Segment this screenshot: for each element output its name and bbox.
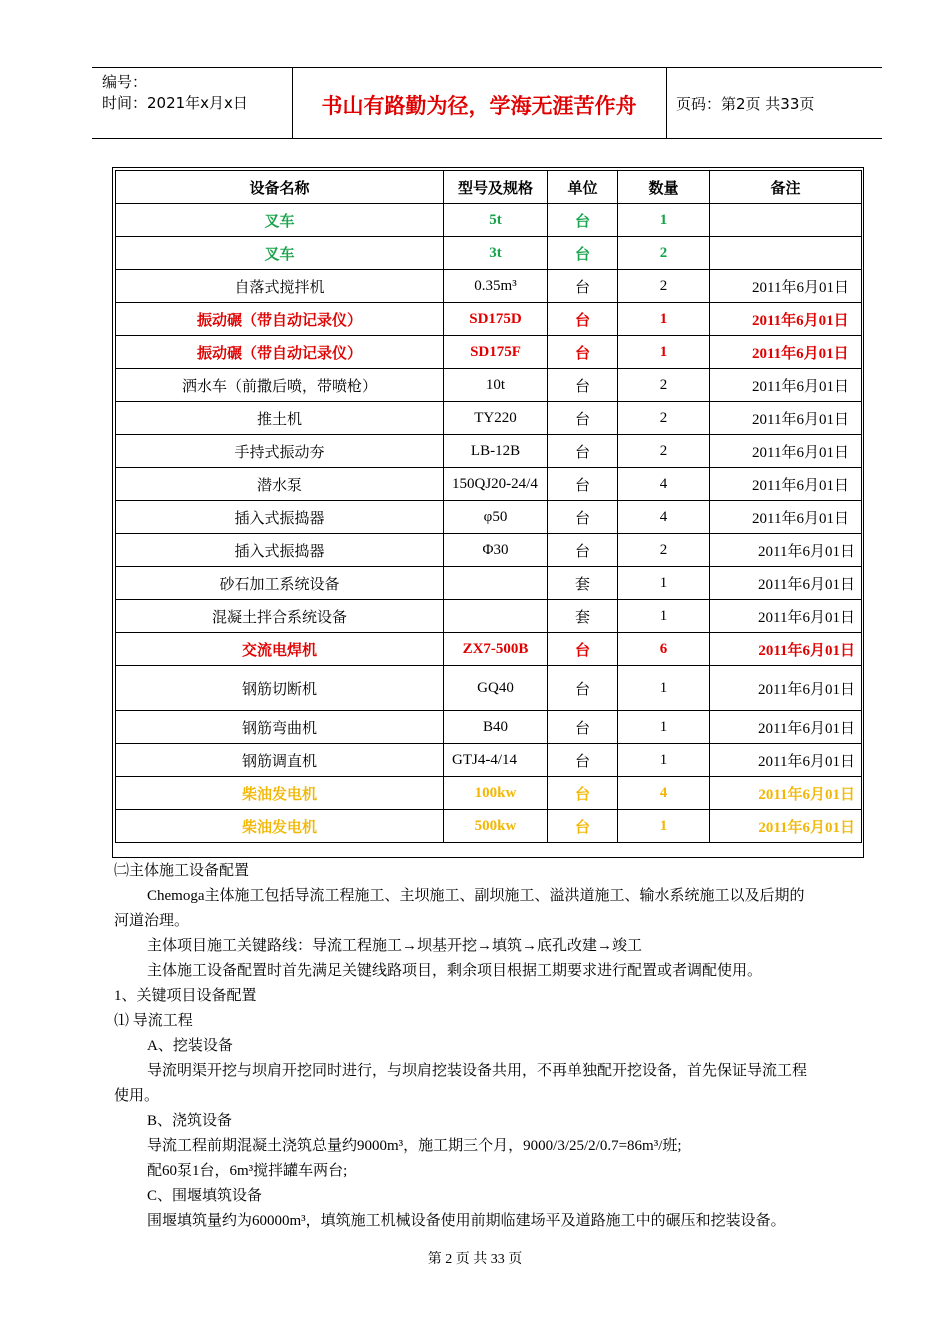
qty-cell: 2 <box>618 402 710 435</box>
header-cell: 数量 <box>618 171 710 204</box>
name-cell: 柴油发电机 <box>116 810 444 843</box>
note-cell: 2011年6月01日 <box>710 633 862 666</box>
table-row <box>116 810 862 843</box>
subsection-heading: C、围堰填筑设备 <box>147 1188 263 1204</box>
time-label: 时间：2021年x月x日 <box>102 94 248 112</box>
spec-cell: B40 <box>444 711 548 744</box>
header-meta <box>102 72 248 114</box>
name-cell: 插入式振捣器 <box>116 534 444 567</box>
header-cell: 设备名称 <box>116 171 444 204</box>
table-header-row <box>116 171 862 204</box>
table-row <box>116 402 862 435</box>
table-row <box>116 711 862 744</box>
unit-cell: 台 <box>548 501 618 534</box>
qty-cell: 1 <box>618 336 710 369</box>
unit-cell: 台 <box>548 744 618 777</box>
name-cell: 自落式搅拌机 <box>116 270 444 303</box>
name-cell: 砂石加工系统设备 <box>116 567 444 600</box>
name-cell: 柴油发电机 <box>116 777 444 810</box>
paragraph-text: 河道治理。 <box>114 913 190 929</box>
note-cell: 2011年6月01日 <box>710 402 862 435</box>
table-row <box>116 501 862 534</box>
name-cell: 振动碾（带自动记录仪） <box>116 336 444 369</box>
spec-cell <box>444 567 548 600</box>
table-row <box>116 270 862 303</box>
unit-cell: 台 <box>548 810 618 843</box>
name-cell: 手持式振动夯 <box>116 435 444 468</box>
qty-cell: 2 <box>618 534 710 567</box>
header-divider <box>666 68 667 138</box>
note-cell: 2011年6月01日 <box>710 600 862 633</box>
section-heading: ⑴ 导流工程 <box>114 1013 193 1029</box>
paragraph-text: 导流工程前期混凝土浇筑总量约9000m³，施工期三个月，9000/3/25/2/0.7=86m³/班; <box>147 1138 682 1154</box>
qty-cell: 1 <box>618 204 710 237</box>
equipment-table-frame <box>112 167 864 858</box>
subsection-heading: B、浇筑设备 <box>147 1113 233 1129</box>
name-cell: 钢筋弯曲机 <box>116 711 444 744</box>
paragraph-text: 围堰填筑量约为60000m³，填筑施工机械设备使用前期临建场平及道路施工中的碾压和挖装设备。 <box>147 1213 786 1229</box>
qty-cell: 2 <box>618 270 710 303</box>
spec-cell: LB-12B <box>444 435 548 468</box>
name-cell: 洒水车（前撒后喷，带喷枪） <box>116 369 444 402</box>
table-row <box>116 204 862 237</box>
unit-cell: 套 <box>548 600 618 633</box>
table-row <box>116 534 862 567</box>
qty-cell: 4 <box>618 777 710 810</box>
note-cell: 2011年6月01日 <box>710 744 862 777</box>
name-cell: 插入式振捣器 <box>116 501 444 534</box>
spec-cell: SD175D <box>444 303 548 336</box>
unit-cell: 台 <box>548 402 618 435</box>
unit-cell: 台 <box>548 369 618 402</box>
note-cell: 2011年6月01日 <box>710 666 862 711</box>
unit-cell: 台 <box>548 777 618 810</box>
qty-cell: 1 <box>618 711 710 744</box>
spec-cell: 10t <box>444 369 548 402</box>
table-row <box>116 666 862 711</box>
unit-cell: 套 <box>548 567 618 600</box>
unit-cell: 台 <box>548 666 618 711</box>
header-motto: 书山有路勤为径，学海无涯苦作舟 <box>321 94 637 118</box>
section-heading: 1、关键项目设备配置 <box>114 988 257 1004</box>
note-cell: 2011年6月01日 <box>710 468 862 501</box>
spec-cell: 0.35m³ <box>444 270 548 303</box>
spec-cell: 3t <box>444 237 548 270</box>
table-row <box>116 600 862 633</box>
name-cell: 推土机 <box>116 402 444 435</box>
unit-cell: 台 <box>548 633 618 666</box>
name-cell: 交流电焊机 <box>116 633 444 666</box>
unit-cell: 台 <box>548 204 618 237</box>
table-row <box>116 369 862 402</box>
qty-cell: 4 <box>618 468 710 501</box>
unit-cell: 台 <box>548 270 618 303</box>
spec-cell: GQ40 <box>444 666 548 711</box>
spec-cell: 500kw <box>444 810 548 843</box>
name-cell: 叉车 <box>116 237 444 270</box>
qty-cell: 1 <box>618 567 710 600</box>
spec-cell: φ50 <box>444 501 548 534</box>
note-cell: 2011年6月01日 <box>710 534 862 567</box>
spec-cell: Φ30 <box>444 534 548 567</box>
qty-cell: 1 <box>618 810 710 843</box>
name-cell: 潜水泵 <box>116 468 444 501</box>
note-cell: 2011年6月01日 <box>710 567 862 600</box>
spec-cell: 5t <box>444 204 548 237</box>
table-row <box>116 777 862 810</box>
paragraph-text: 配60泵1台，6m³搅拌罐车两台; <box>147 1163 348 1179</box>
note-cell: 2011年6月01日 <box>710 303 862 336</box>
paragraph-text: Chemoga主体施工包括导流工程施工、主坝施工、副坝施工、溢洪道施工、输水系统施工以及后期的 <box>147 888 805 904</box>
paragraph-text: 主体施工设备配置时首先满足关键线路项目，剩余项目根据工期要求进行配置或者调配使用。 <box>147 963 763 979</box>
spec-cell: 150QJ20-24/4 <box>444 468 548 501</box>
table-row <box>116 237 862 270</box>
spec-cell: ZX7-500B <box>444 633 548 666</box>
note-cell <box>710 237 862 270</box>
number-label: 编号： <box>102 73 148 91</box>
note-cell: 2011年6月01日 <box>710 336 862 369</box>
table-row <box>116 633 862 666</box>
table-row <box>116 468 862 501</box>
qty-cell: 2 <box>618 369 710 402</box>
spec-cell: SD175F <box>444 336 548 369</box>
note-cell: 2011年6月01日 <box>710 810 862 843</box>
qty-cell: 1 <box>618 744 710 777</box>
note-cell <box>710 204 862 237</box>
table-row <box>116 744 862 777</box>
page-header <box>92 67 882 139</box>
note-cell: 2011年6月01日 <box>710 711 862 744</box>
name-cell: 叉车 <box>116 204 444 237</box>
qty-cell: 6 <box>618 633 710 666</box>
header-cell: 型号及规格 <box>444 171 548 204</box>
spec-cell: GTJ4-4/14 <box>444 744 548 777</box>
note-cell: 2011年6月01日 <box>710 501 862 534</box>
spec-cell <box>444 600 548 633</box>
note-cell: 2011年6月01日 <box>710 369 862 402</box>
note-cell: 2011年6月01日 <box>710 270 862 303</box>
spec-cell: 100kw <box>444 777 548 810</box>
header-page-label: 页码：第2页 共33页 <box>676 95 815 113</box>
name-cell: 振动碾（带自动记录仪） <box>116 303 444 336</box>
paragraph-text: 主体项目施工关键路线：导流工程施工→坝基开挖→填筑→底孔改建→竣工 <box>147 938 643 954</box>
qty-cell: 4 <box>618 501 710 534</box>
header-cell: 单位 <box>548 171 618 204</box>
table-row <box>116 567 862 600</box>
subsection-heading: A、挖装设备 <box>147 1038 233 1054</box>
unit-cell: 台 <box>548 336 618 369</box>
page-footer: 第 2 页 共 33 页 <box>427 1252 523 1267</box>
name-cell: 钢筋调直机 <box>116 744 444 777</box>
unit-cell: 台 <box>548 534 618 567</box>
paragraph-text: 导流明渠开挖与坝肩开挖同时进行，与坝肩挖装设备共用，不再单独配开挖设备，首先保证导流工程 <box>147 1063 808 1079</box>
spec-cell: TY220 <box>444 402 548 435</box>
table-row <box>116 303 862 336</box>
qty-cell: 1 <box>618 600 710 633</box>
table-row <box>116 435 862 468</box>
unit-cell: 台 <box>548 237 618 270</box>
unit-cell: 台 <box>548 711 618 744</box>
equipment-table <box>115 170 862 843</box>
header-cell: 备注 <box>710 171 862 204</box>
name-cell: 混凝土拌合系统设备 <box>116 600 444 633</box>
note-cell: 2011年6月01日 <box>710 777 862 810</box>
unit-cell: 台 <box>548 468 618 501</box>
qty-cell: 1 <box>618 303 710 336</box>
qty-cell: 2 <box>618 435 710 468</box>
unit-cell: 台 <box>548 435 618 468</box>
note-cell: 2011年6月01日 <box>710 435 862 468</box>
name-cell: 钢筋切断机 <box>116 666 444 711</box>
paragraph-text: 使用。 <box>114 1088 160 1104</box>
qty-cell: 2 <box>618 237 710 270</box>
section-heading: ㈡主体施工设备配置 <box>114 863 250 879</box>
table-row <box>116 336 862 369</box>
qty-cell: 1 <box>618 666 710 711</box>
unit-cell: 台 <box>548 303 618 336</box>
